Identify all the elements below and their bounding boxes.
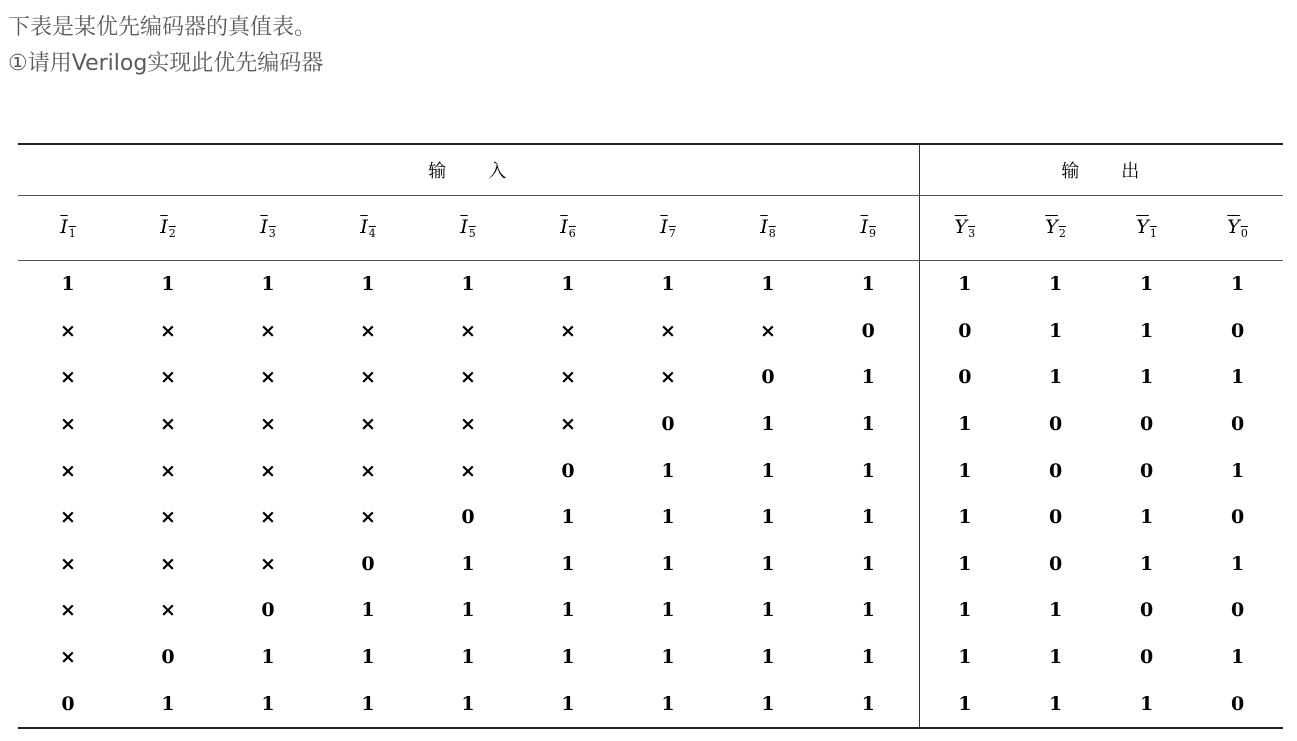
input-cell: 0 <box>18 680 118 728</box>
signal-subscript: 1 <box>68 227 76 240</box>
input-cell: × <box>60 552 76 575</box>
output-cell: 1 <box>919 401 1010 448</box>
input-cell: 1 <box>818 680 919 728</box>
output-cell: 1 <box>1010 680 1101 728</box>
signal-base: I <box>60 216 68 238</box>
input-cell: × <box>260 459 276 482</box>
input-cell: × <box>60 319 76 342</box>
signal-subscript: 9 <box>869 227 877 240</box>
output-cell: 0 <box>1192 680 1283 728</box>
intro-text <box>8 10 323 82</box>
signal-base: I <box>160 216 168 238</box>
table-row <box>18 587 1283 634</box>
signal-label <box>861 216 877 240</box>
input-cell: 1 <box>661 646 675 669</box>
input-signal-header <box>618 196 718 261</box>
signal-base: Y <box>1045 216 1058 238</box>
table-row <box>18 634 1283 681</box>
input-signal-header <box>518 196 618 261</box>
table-row <box>18 354 1283 401</box>
input-cell: 1 <box>761 506 775 529</box>
input-cell: 1 <box>461 646 475 669</box>
input-cell: 1 <box>461 599 475 622</box>
input-cell: 1 <box>661 459 675 482</box>
signal-subscript: 5 <box>468 227 476 240</box>
signal-base: Y <box>1136 216 1149 238</box>
signal-label <box>955 216 976 240</box>
input-cell: × <box>60 506 76 529</box>
signal-base: I <box>360 216 368 238</box>
table-row <box>18 494 1283 541</box>
input-cell: × <box>460 366 476 389</box>
table-row <box>18 308 1283 355</box>
output-cell: 1 <box>919 634 1010 681</box>
signal-base: I <box>860 216 869 238</box>
output-cell: 1 <box>1139 552 1154 575</box>
output-cell: 1 <box>1048 366 1063 389</box>
output-cell: 1 <box>919 447 1010 494</box>
output-cell: 1 <box>1048 273 1063 296</box>
input-cell: 1 <box>661 273 675 296</box>
output-cell: 0 <box>1139 413 1154 436</box>
truth-table <box>18 143 1283 729</box>
input-cell: 1 <box>461 273 475 296</box>
signal-subscript: 0 <box>1240 227 1248 240</box>
input-cell: 1 <box>361 599 375 622</box>
output-cell: 0 <box>1139 599 1154 622</box>
input-signal-header <box>418 196 518 261</box>
output-cell: 0 <box>1048 459 1063 482</box>
signal-label <box>1227 216 1248 240</box>
signal-label <box>560 216 576 240</box>
input-cell: × <box>360 413 376 436</box>
input-cell: 1 <box>318 680 418 728</box>
signal-subscript: 2 <box>168 227 176 240</box>
input-cell: 1 <box>618 680 718 728</box>
signal-base: Y <box>954 216 968 238</box>
input-cell: 1 <box>718 680 818 728</box>
input-cell: × <box>260 366 276 389</box>
input-cell: 1 <box>261 273 275 296</box>
group-header-row <box>18 144 1283 196</box>
output-signal-header <box>919 196 1010 261</box>
output-cell: 0 <box>1230 506 1245 529</box>
input-cell: × <box>360 319 376 342</box>
output-cell: 0 <box>1139 646 1154 669</box>
output-cell: 1 <box>919 541 1010 588</box>
input-cell: × <box>160 413 176 436</box>
input-cell: 0 <box>461 506 475 529</box>
table-row <box>18 541 1283 588</box>
input-cell: 1 <box>761 459 775 482</box>
input-cell: × <box>260 319 276 342</box>
input-signal-header <box>718 196 818 261</box>
output-cell: 1 <box>1230 646 1245 669</box>
output-cell: 1 <box>1139 273 1154 296</box>
truth-table-body <box>18 261 1283 728</box>
input-cell: × <box>460 413 476 436</box>
input-cell: 1 <box>118 680 218 728</box>
input-cell: 1 <box>661 552 675 575</box>
input-cell: × <box>260 413 276 436</box>
input-cell: × <box>460 459 476 482</box>
output-cell: 1 <box>1101 680 1192 728</box>
intro-line-1: 下表是某优先编码器的真值表。 <box>8 15 317 40</box>
input-cell: 1 <box>361 273 375 296</box>
signal-base: I <box>460 216 468 238</box>
input-cell: × <box>160 319 176 342</box>
input-cell: × <box>460 319 476 342</box>
input-cell: 1 <box>418 680 518 728</box>
input-cell: 1 <box>561 646 575 669</box>
signal-label <box>160 216 176 240</box>
input-cell: 1 <box>761 599 775 622</box>
input-cell: 1 <box>61 273 75 296</box>
signal-subscript: 8 <box>768 227 776 240</box>
input-cell: 1 <box>861 552 875 575</box>
input-cell: 1 <box>561 506 575 529</box>
input-cell: 1 <box>861 459 875 482</box>
input-cell: 1 <box>761 552 775 575</box>
signal-subscript: 3 <box>968 227 976 240</box>
input-cell: 1 <box>761 413 775 436</box>
input-cell: 0 <box>261 599 275 622</box>
input-cell: 0 <box>661 413 675 436</box>
input-cell: 1 <box>261 646 275 669</box>
output-cell: 0 <box>919 354 1010 401</box>
input-cell: × <box>360 459 376 482</box>
input-cell: × <box>60 413 76 436</box>
input-cell: × <box>660 366 676 389</box>
input-cell: × <box>60 646 76 669</box>
output-cell: 1 <box>1048 599 1063 622</box>
signal-label <box>260 216 276 240</box>
input-cell: 1 <box>861 599 875 622</box>
intro-line-2: ①请用Verilog实现此优先编码器 <box>8 51 324 76</box>
input-cell: × <box>560 413 576 436</box>
input-cell: × <box>160 459 176 482</box>
signal-label <box>460 216 476 240</box>
table-row <box>18 401 1283 448</box>
signal-subscript: 7 <box>668 227 676 240</box>
input-cell: 1 <box>561 552 575 575</box>
signal-label <box>660 216 676 240</box>
output-cell: 0 <box>1230 413 1245 436</box>
signal-header-row <box>18 196 1283 261</box>
output-signal-header <box>1192 196 1283 261</box>
output-cell: 0 <box>1048 552 1063 575</box>
input-signal-header <box>18 196 118 261</box>
signal-label <box>360 216 376 240</box>
input-cell: 1 <box>861 646 875 669</box>
input-group-header: 输 入 <box>18 144 919 196</box>
output-signal-header <box>1010 196 1101 261</box>
input-cell: 1 <box>561 273 575 296</box>
input-cell: × <box>660 319 676 342</box>
output-cell: 1 <box>919 261 1010 308</box>
input-cell: × <box>160 552 176 575</box>
signal-label <box>1045 216 1066 240</box>
output-cell: 0 <box>1048 413 1063 436</box>
signal-subscript: 1 <box>1149 227 1157 240</box>
input-cell: 1 <box>861 366 875 389</box>
table-row <box>18 261 1283 308</box>
input-cell: 0 <box>861 319 875 342</box>
output-cell: 1 <box>919 587 1010 634</box>
signal-subscript: 3 <box>268 227 276 240</box>
input-cell: 0 <box>761 366 775 389</box>
input-cell: 0 <box>561 459 575 482</box>
input-signal-header <box>218 196 318 261</box>
signal-label <box>760 216 776 240</box>
input-cell: 0 <box>161 646 175 669</box>
input-signal-header <box>118 196 218 261</box>
input-cell: × <box>760 319 776 342</box>
input-cell: 1 <box>218 680 318 728</box>
signal-label <box>60 216 76 240</box>
input-cell: 1 <box>518 680 618 728</box>
input-cell: 1 <box>861 413 875 436</box>
input-cell: × <box>360 366 376 389</box>
input-cell: 1 <box>361 646 375 669</box>
output-cell: 0 <box>1230 319 1245 342</box>
input-cell: × <box>160 506 176 529</box>
table-row <box>18 680 1283 728</box>
output-cell: 1 <box>1048 646 1063 669</box>
signal-subscript: 2 <box>1058 227 1066 240</box>
output-cell: 1 <box>919 680 1010 728</box>
input-cell: × <box>360 506 376 529</box>
input-cell: × <box>260 552 276 575</box>
signal-subscript: 4 <box>368 227 376 240</box>
input-cell: 1 <box>761 646 775 669</box>
input-cell: × <box>60 459 76 482</box>
input-cell: 1 <box>661 506 675 529</box>
input-cell: 1 <box>461 552 475 575</box>
output-signal-header <box>1101 196 1192 261</box>
output-cell: 1 <box>1230 273 1245 296</box>
input-cell: 1 <box>161 273 175 296</box>
input-cell: 1 <box>561 599 575 622</box>
input-cell: 1 <box>861 273 875 296</box>
output-cell: 1 <box>1139 506 1154 529</box>
output-cell: 0 <box>1139 459 1154 482</box>
input-signal-header <box>318 196 418 261</box>
input-cell: × <box>60 599 76 622</box>
input-cell: × <box>560 366 576 389</box>
table-row <box>18 447 1283 494</box>
input-cell: 1 <box>761 273 775 296</box>
output-cell: 1 <box>1230 459 1245 482</box>
input-cell: × <box>160 366 176 389</box>
input-cell: 1 <box>661 599 675 622</box>
input-cell: × <box>160 599 176 622</box>
input-cell: 0 <box>361 552 375 575</box>
output-cell: 1 <box>919 494 1010 541</box>
output-cell: 1 <box>1139 319 1154 342</box>
signal-base: I <box>660 216 668 238</box>
signal-base: I <box>560 216 568 238</box>
input-cell: × <box>560 319 576 342</box>
output-cell: 0 <box>1230 599 1245 622</box>
input-cell: × <box>60 366 76 389</box>
signal-subscript: 6 <box>568 227 576 240</box>
input-cell: 1 <box>861 506 875 529</box>
signal-base: Y <box>1227 216 1240 238</box>
signal-base: I <box>760 216 768 238</box>
output-cell: 1 <box>1230 366 1245 389</box>
output-cell: 0 <box>1048 506 1063 529</box>
output-group-header: 输 出 <box>919 144 1283 196</box>
output-cell: 1 <box>1048 319 1063 342</box>
output-cell: 1 <box>1139 366 1154 389</box>
signal-label <box>1136 216 1157 240</box>
input-cell: × <box>260 506 276 529</box>
signal-base: I <box>260 216 268 238</box>
output-cell: 0 <box>919 308 1010 355</box>
output-cell: 1 <box>1230 552 1245 575</box>
input-signal-header <box>818 196 919 261</box>
